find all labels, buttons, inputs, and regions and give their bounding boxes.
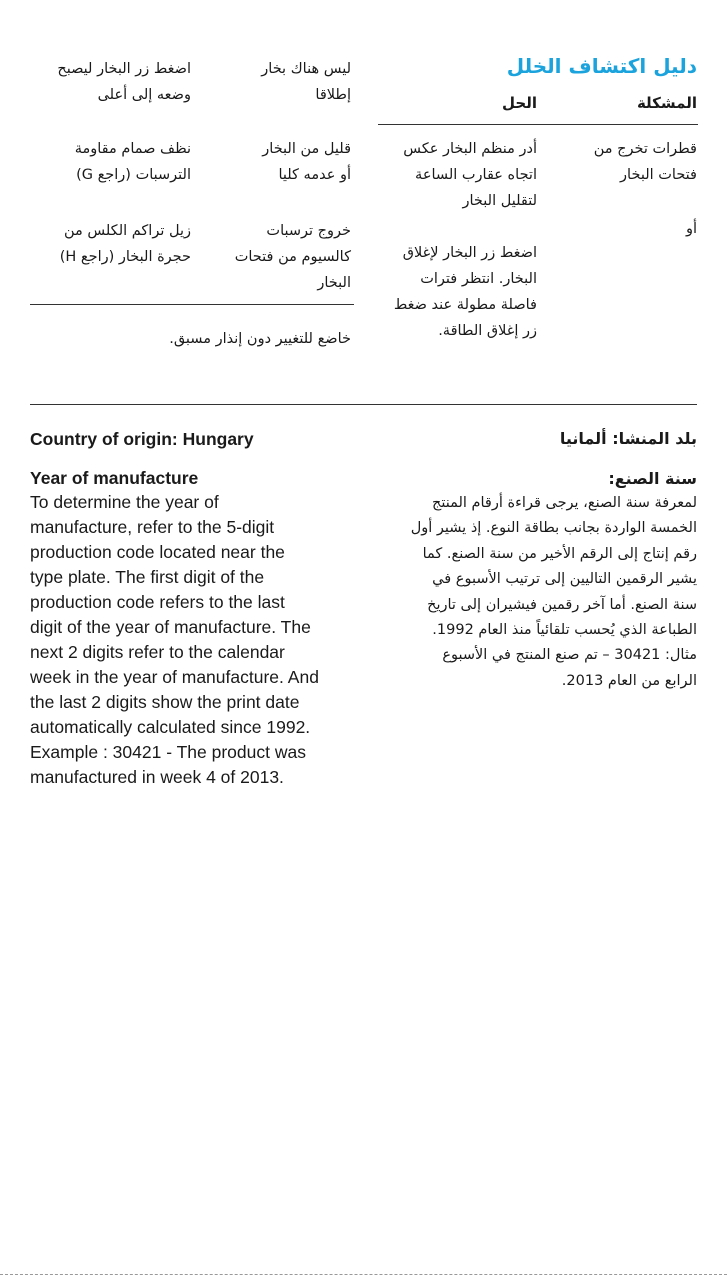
- problem-3: ليس هناك بخار إطلاقا: [261, 61, 351, 103]
- page-bottom-edge: [0, 1274, 727, 1275]
- header-divider: [378, 124, 698, 125]
- troubleshooting-title: دليل اكتشاف الخلل: [506, 54, 697, 78]
- problem-4: قليل من البخار أو عدمه كليا: [262, 141, 351, 183]
- section-divider: [30, 404, 697, 405]
- arabic-year-heading: سنة الصنع:: [608, 469, 697, 488]
- table-end-divider: [30, 304, 354, 305]
- arabic-origin: بلد المنشا: ألمانيا: [559, 429, 697, 448]
- english-year-body: To determine the year of manufacture, refer to the 5-digit production code located near the type plate. The first digit of the production code refers to the last digit of the year of manufacture. The next 2 digits refer to the calendar week in the year of manufacture. And the last 2 digits show the print date automatically calculated since 1992. Example : 30421 - The product was manufactured in week 4 of 2013.: [30, 492, 319, 787]
- column-header-solution: الحل: [502, 94, 537, 112]
- or-word: أو: [685, 221, 697, 237]
- english-origin: Country of origin: Hungary: [30, 429, 254, 449]
- solution-3: اضغط زر البخار ليصبح وضعه إلى أعلى: [57, 61, 191, 103]
- problem-1: قطرات تخرج من فتحات البخار: [593, 141, 697, 183]
- solution-1: أدر منظم البخار عكس اتجاه عقارب الساعة لتقليل البخار: [403, 141, 537, 209]
- solution-5: زيل تراكم الكلس من حجرة البخار (راجع H): [59, 223, 191, 265]
- column-header-problem: المشكلة: [636, 94, 697, 112]
- english-year-heading: Year of manufacture: [30, 468, 199, 488]
- solution-4: نظف صمام مقاومة الترسبات (راجع G): [74, 141, 191, 183]
- problem-5: خروج ترسبات كالسيوم من فتحات البخار: [234, 223, 351, 291]
- arabic-year-body: لمعرفة سنة الصنع، يرجى قراءة أرقام المنتج الخمسة الواردة بجانب بطاقة النوع. إذ يشير أول رقم إنتاج إلى الرقم الأخير من سنة الصنع. كما يشير الرقمين التاليين إلى ترتيب الأسبوع في سنة الصنع. أما آخر رقمين فيشيران إلى تاريخ الطباعة الذي يُحسب تلقائياً منذ العام 1992. مثال: 30421 – تم صنع المنتج في الأسبوع الرابع من العام 2013.: [410, 495, 697, 689]
- solution-2: اضغط زر البخار لإغلاق البخار. انتظر فترات فاصلة مطولة عند ضغط زر إغلاق الطاقة.: [393, 245, 537, 339]
- notice-text: خاضع للتغيير دون إنذار مسبق.: [169, 331, 351, 347]
